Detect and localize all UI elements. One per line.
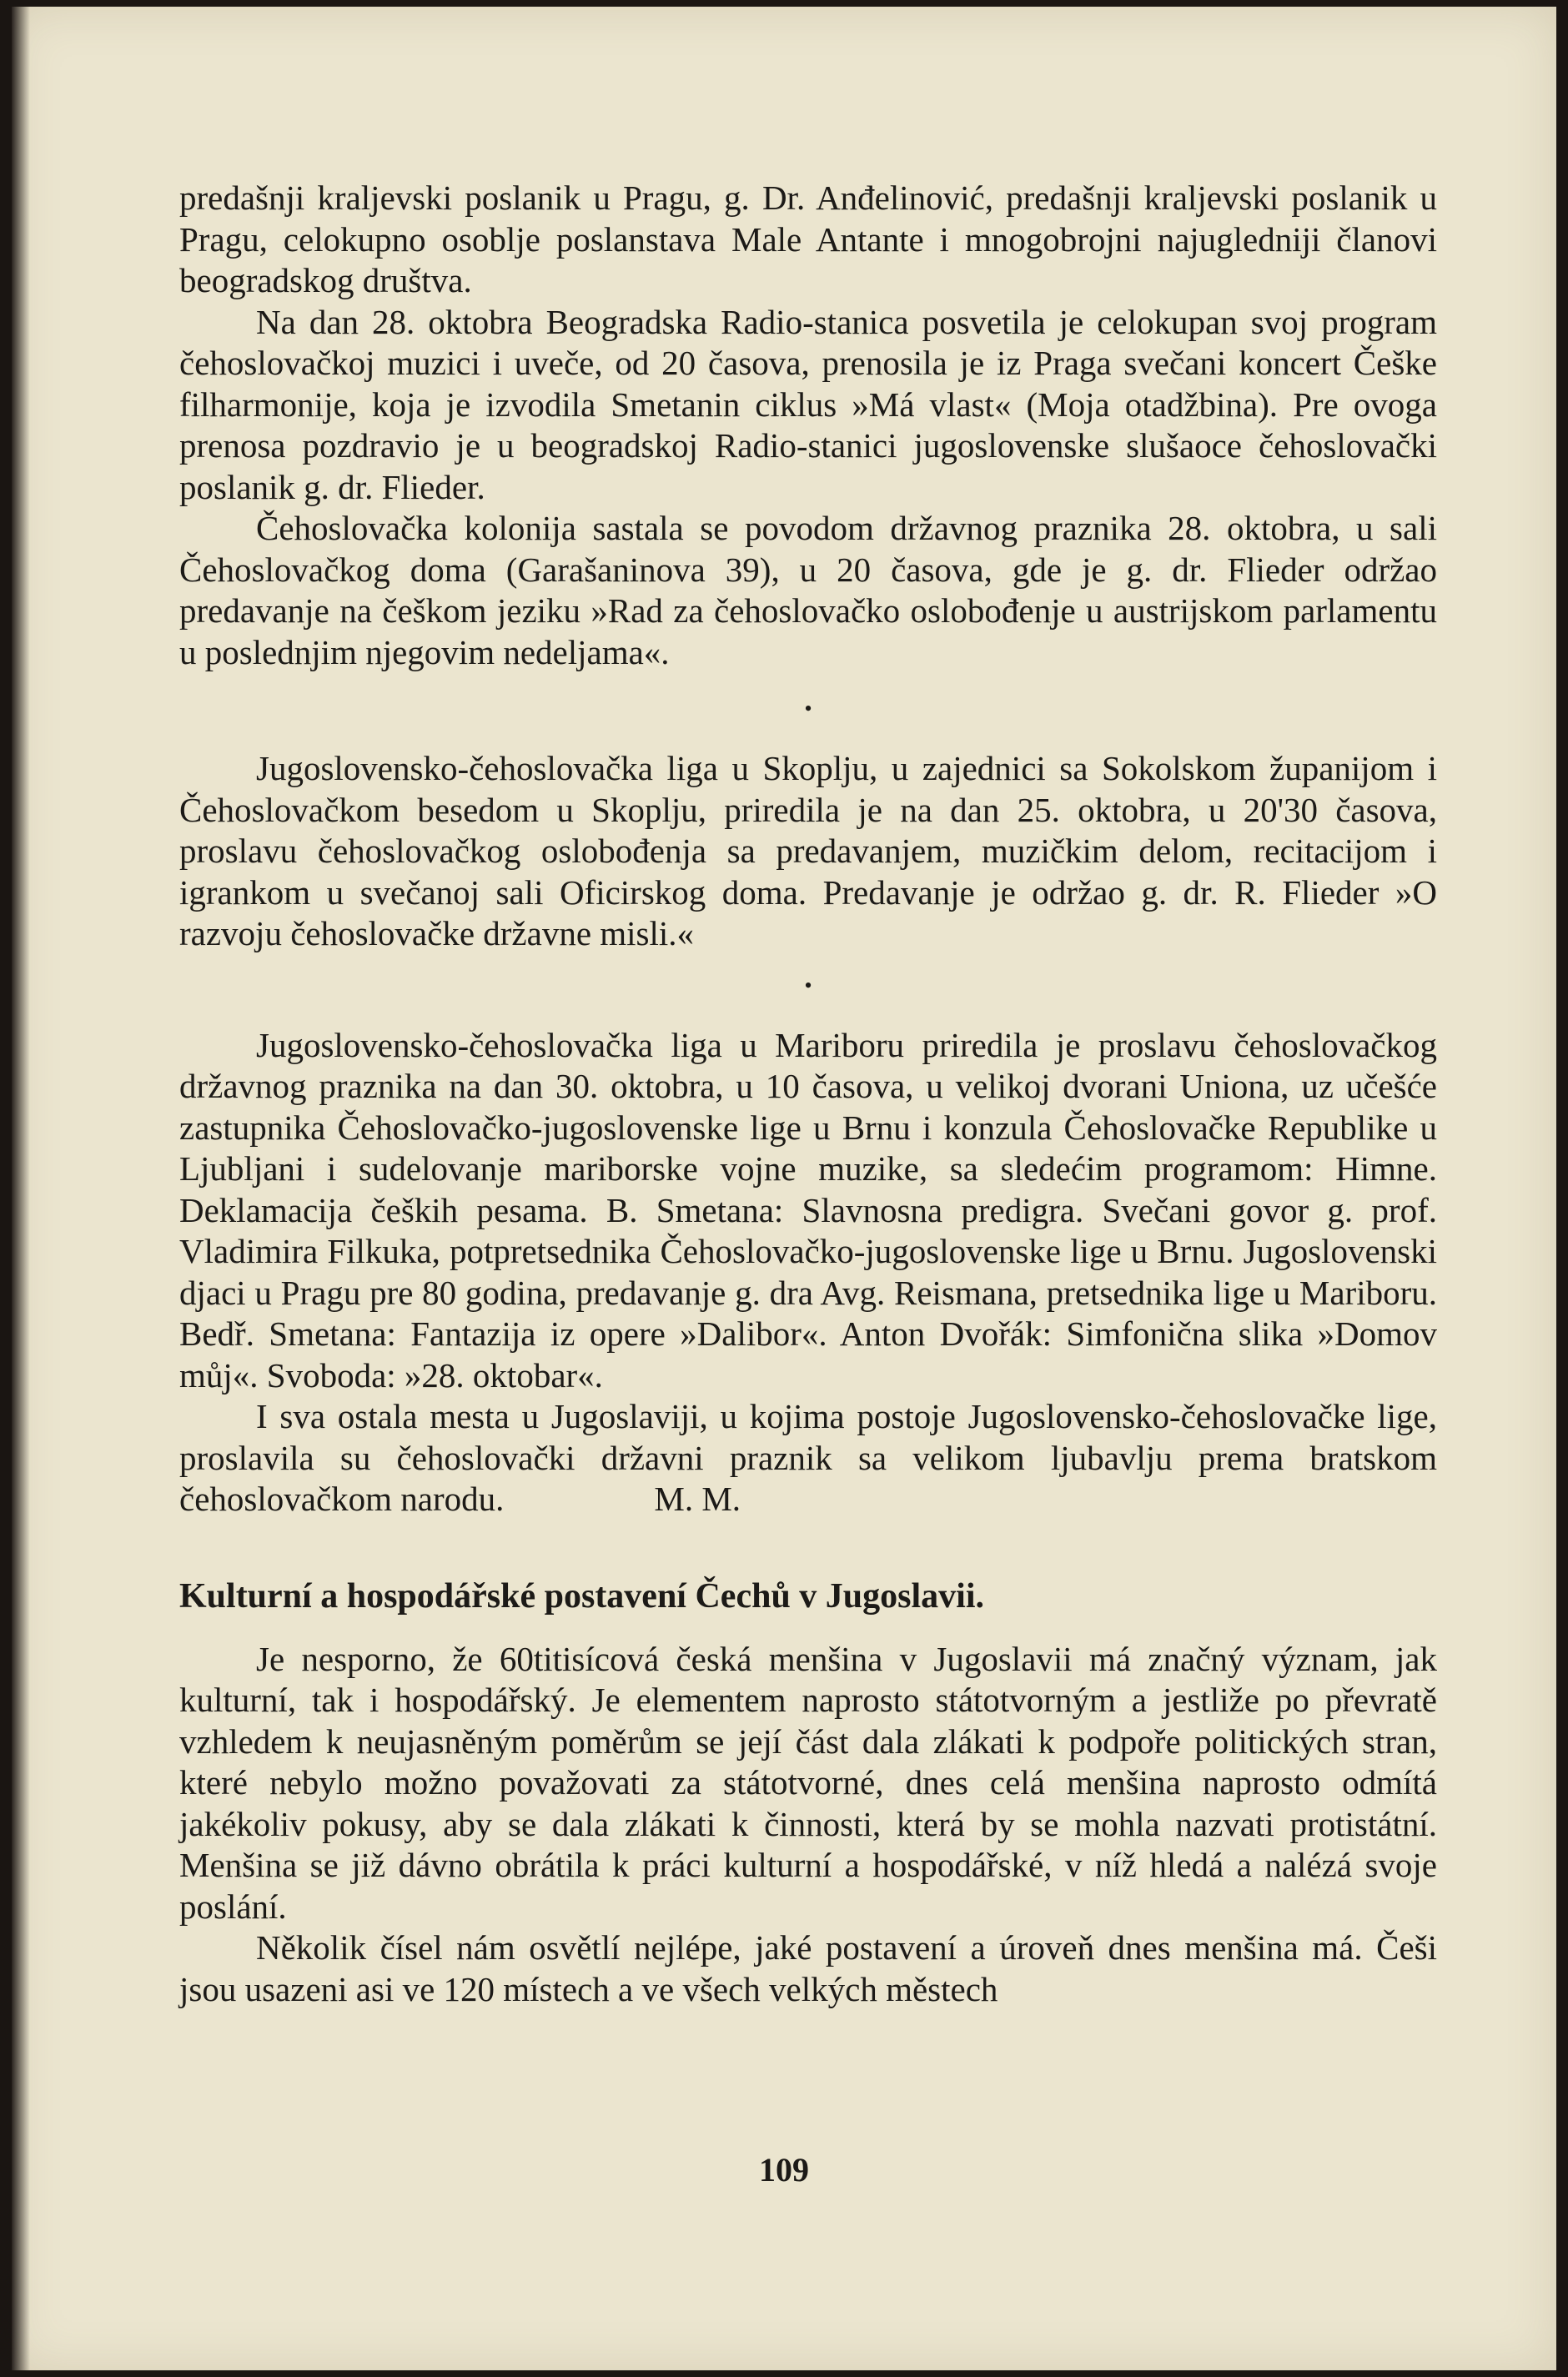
paragraph-1: predašnji kraljevski poslanik u Pragu, g. Dr. Anđelinović, predašnji kraljevski poslanik u Pragu, celokupno osoblje poslanstava Male Antante i mnogobrojni najugledniji članovi beogradskog društva.: [179, 178, 1437, 299]
paragraph-8: Několik čísel nám osvětlí nejlépe, jaké postavení a úroveň dnes menšina má. Češi jsou usazeni asi ve 120 místech a ve všech velkých městech: [179, 1928, 1437, 2008]
paragraph-5: Jugoslovensko-čehoslovačka liga u Mariboru priredila je proslavu čehoslovačkog državnog praznika na dan 30. oktobra, u 10 časova, u velikoj dvorani Uniona, uz učešće zastupnika Čehoslovačko-jugoslovenske lige u Brnu i konzula Čehoslovačke Republike u Ljubljani i sudelovanje mariborske vojne muzike, sa sledećim programom: Himne. Deklamacija čeških pesama. B. Smetana: Slavnosna predigra. Svečani govor g. prof. Vladimira Filkuka, potpretsednika Čehoslovačko-jugoslovenske lige u Brnu. Jugoslovenski djaci u Pragu pre 80 godina, predavanje g. dra Avg. Reismana, pretsednika lige u Mariboru. Bedř. Smetana: Fantazija iz opere »Dalibor«. Anton Dvořák: Simfonična slika »Domov můj«. Svoboda: »28. oktobar«.: [179, 1025, 1437, 1395]
page-content: [179, 178, 1437, 2010]
paragraph-6-text: I sva ostala mesta u Jugoslaviji, u kojima postoje Jugoslovensko-čehoslovačke lige, proslavila su čehoslovački državni praznik sa velikom ljubavlju prema bratskom čehoslovačkom narodu.: [179, 1397, 1437, 1518]
section-heading: Kulturní a hospodářské postavení Čechů v Jugoslavii.: [179, 1576, 985, 1616]
section-separator-1: •: [804, 696, 812, 721]
page-number: 109: [759, 2151, 809, 2189]
paragraph-3: Čehoslovačka kolonija sastala se povodom državnog praznika 28. oktobra, u sali Čehoslovačkog doma (Garašaninova 39), u 20 časova, gde je g. dr. Flieder održao predavanje na češkom jeziku »Rad za čehoslovačko oslobođenje u austrijskom parlamentu u poslednjim njegovim nedeljama«.: [179, 509, 1437, 671]
binding-shadow: [12, 7, 30, 2370]
section-separator-2: •: [804, 972, 812, 998]
paragraph-4: Jugoslovensko-čehoslovačka liga u Skoplju, u zajednici sa Sokolskom županijom i Čehoslovačkom besedom u Skoplju, priredila je na dan 25. oktobra, u 20'30 časova, proslavu čehoslovačkog oslobođenja sa predavanjem, muzičkim delom, recitacijom i igrankom u svečanoj sali Oficirskog doma. Predavanje je održao g. dr. R. Flieder »O razvoju čehoslovačke državne misli.«: [179, 749, 1437, 952]
paragraph-2: Na dan 28. oktobra Beogradska Radio-stanica posvetila je celokupan svoj program čehoslovačkoj muzici i uveče, od 20 časova, prenosila je iz Praga svečani koncert Češke filharmonije, koja je izvodila Smetanin ciklus »Má vlast« (Moja otadžbina). Pre ovoga prenosa pozdravio je u beogradskoj Radio-stanici jugoslovenske slušaoce čehoslovački poslanik g. dr. Flieder.: [179, 302, 1437, 506]
document-page: [12, 7, 1556, 2370]
paragraph-7: Je nesporno, že 60titisícová česká menšina v Jugoslavii má značný význam, jak kulturní, tak i hospodářský. Je elementem naprosto státotvorným a jestliže po převratě vzhledem k neujasněným poměrům se její část dala zlákati k podpoře politických stran, které nebylo možno považovati za státotvorné, dnes celá menšina naprosto odmítá jakékoliv pokusy, aby se dala zlákati k činnosti, která by se mohla nazvati protistátní. Menšina se již dávno obrátila k práci kulturní a hospodářské, v níž hledá a nalézá svoje poslání.: [179, 1639, 1437, 1926]
author-signature: M. M.: [654, 1480, 741, 1518]
paragraph-6: [179, 1396, 1437, 1520]
